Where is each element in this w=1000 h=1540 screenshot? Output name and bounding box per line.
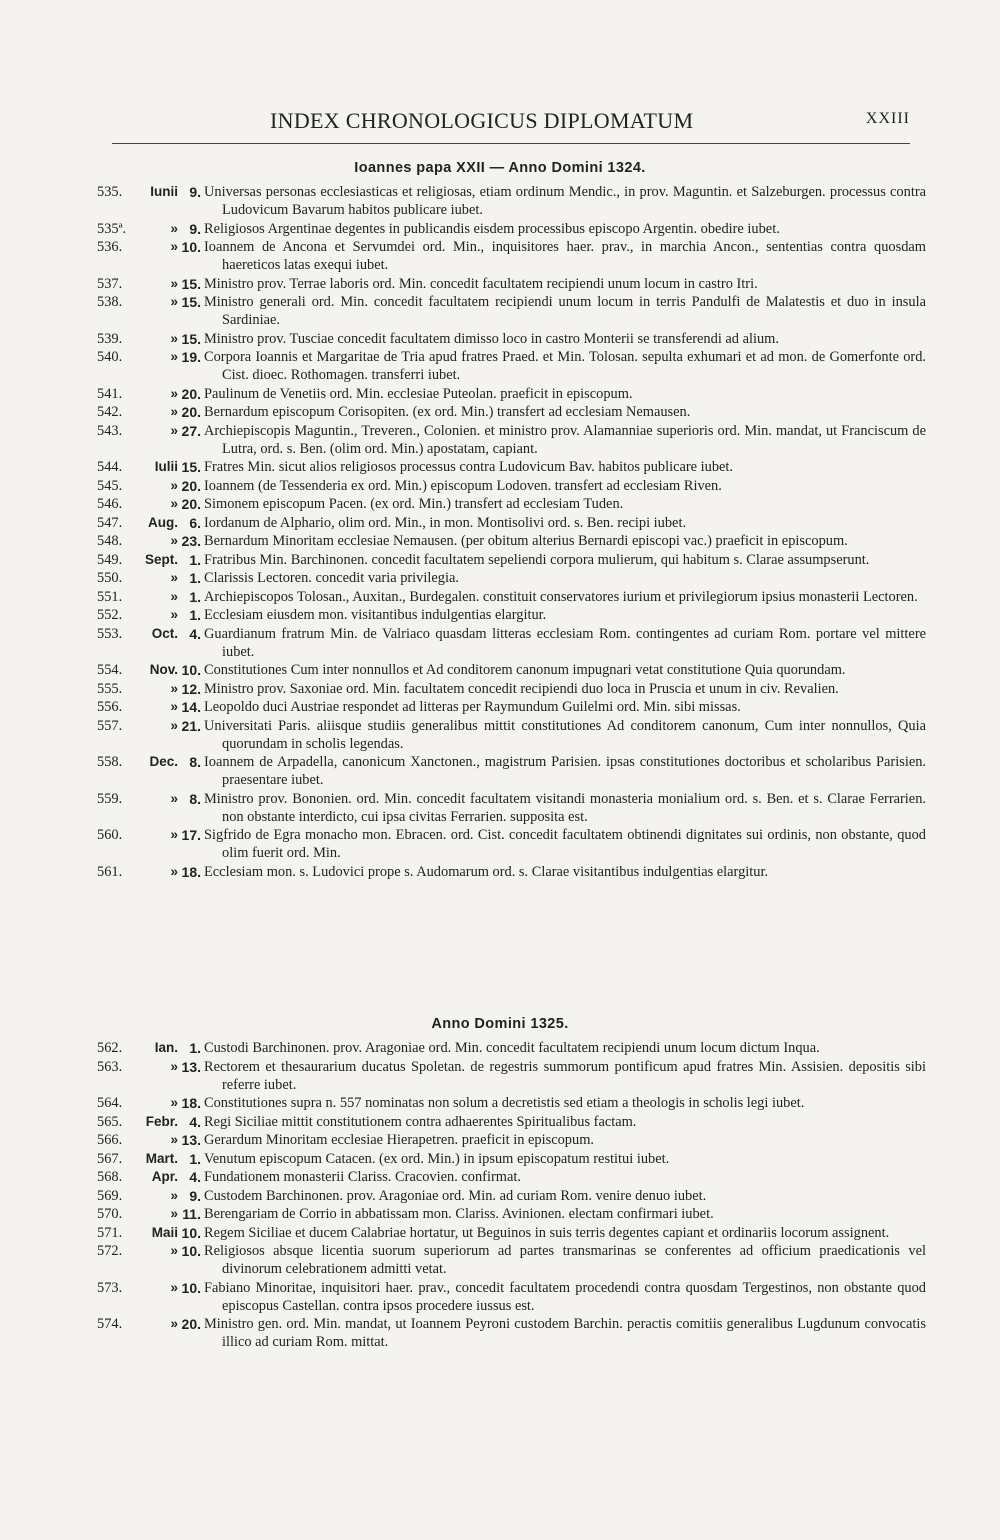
entry-number: 547. [97, 514, 123, 531]
index-entry [0, 625, 1000, 661]
entry-day: 9. [189, 1187, 201, 1204]
entry-number: 572. [97, 1243, 123, 1259]
entry-day: 10. [181, 1243, 201, 1259]
entry-month: » [170, 790, 178, 806]
entry-number: 561. [97, 863, 123, 880]
entry-text: Regi Siciliae mittit constitutionem contra adhaerentes Spiritualibus factam. [204, 1113, 637, 1130]
entry-number: 557. [97, 717, 123, 734]
index-entry [0, 863, 1000, 881]
entry-text: Gerardum Minoritam ecclesiae Hierapetren. praeficit in episcopum. [204, 1132, 594, 1148]
index-entry [0, 238, 1000, 274]
entry-month: Nov. [149, 662, 178, 677]
entry-text: Universas personas ecclesiasticas et religiosas, etiam ordinum Mendic., in prov. Maguntin. et Salzeburgen. processus contra Ludovicum Bavarum habitos publicare iubet. [204, 184, 926, 218]
entry-day: 1. [189, 1040, 201, 1056]
entry-number: 563. [97, 1058, 123, 1075]
entry-day: 4. [189, 625, 201, 642]
entry-day: 11. [182, 1206, 201, 1222]
entry-day: 8. [189, 790, 201, 807]
entry-day: 15. [181, 294, 201, 310]
entry-day: 20. [181, 404, 201, 420]
entry-text: Corpora Ioannis et Margaritae de Tria apud fratres Praed. et Min. Tolosan. sepulta exhumari et ad mon. de Gomerfonte ord. Cist. dioec. Rothomagen. transferri iubet. [204, 349, 926, 383]
index-entry [0, 532, 1000, 550]
entry-month: » [170, 294, 178, 309]
entry-text: Ioannem de Arpadella, canonicum Xanctonen., magistrum Parisien. ipsas constitutiones doctoribus et scholaribus Parisien. praesentare iubet. [204, 754, 926, 788]
entry-number: 560. [97, 827, 123, 843]
entry-day: 10. [181, 662, 201, 678]
entry-month: » [170, 220, 178, 236]
entry-month: » [170, 239, 178, 254]
entry-month: Apr. [151, 1169, 178, 1184]
entry-month: » [170, 1279, 178, 1295]
entry-text: Ioannem de Ancona et Servumdei ord. Min., inquisitores haer. prav., in marchia Ancon., sententias contra quosdam haereticos latas exequi iubet. [204, 239, 926, 273]
entry-number: 539. [97, 330, 123, 347]
index-entry [0, 275, 1000, 293]
entry-day: 1. [189, 1150, 201, 1167]
entry-text: Venutum episcopum Catacen. (ex ord. Min.) in ipsum episcopatum restitui iubet. [204, 1150, 670, 1167]
entry-number: 549. [97, 551, 123, 568]
index-entry [0, 422, 1000, 458]
entry-number: 553. [97, 625, 123, 642]
index-entry [0, 183, 1000, 219]
entry-day: 1. [189, 570, 201, 586]
entry-month: Dec. [149, 754, 178, 769]
entry-number: 559. [97, 790, 123, 807]
entry-number: 562. [97, 1040, 123, 1056]
entry-month: Iulii [154, 459, 178, 474]
index-entry [0, 588, 1000, 606]
index-entry [0, 458, 1000, 476]
index-entry [0, 826, 1000, 862]
entry-month: Febr. [145, 1113, 178, 1129]
entry-day: 20. [181, 477, 201, 494]
entry-day: 13. [181, 1058, 201, 1075]
entry-month: » [170, 533, 178, 548]
entry-text: Custodem Barchinonen. prov. Aragoniae ord. Min. ad curiam Rom. venire denuo iubet. [204, 1187, 707, 1204]
index-entry [0, 1094, 1000, 1112]
entry-day: 4. [189, 1113, 201, 1130]
entry-month: » [170, 496, 178, 511]
entry-number: 565. [97, 1113, 123, 1130]
entry-month: » [170, 349, 178, 364]
entry-day: 27. [181, 422, 201, 439]
entry-number: 558. [97, 754, 123, 770]
entry-day: 14. [181, 699, 201, 715]
index-entry [0, 753, 1000, 789]
entry-number: 570. [97, 1206, 123, 1222]
entry-text: Sigfrido de Egra monacho mon. Ebracen. ord. Cist. concedit facultatem obtinendi dignitates sui ordinis, non obstante, quod olim fuerit ord. Min. [204, 827, 926, 861]
section-heading-1325: Anno Domini 1325. [431, 1016, 569, 1032]
entry-month: Aug. [148, 514, 178, 530]
index-entry [0, 790, 1000, 826]
entry-number: 548. [97, 533, 123, 549]
entry-text: Archiepiscopis Maguntin., Treveren., Colonien. et ministro prov. Alamanniae superioris ord. Min. mandat, ut Franciscum de Lutra, ord. s. Ben. (olim ord. Min.) apostatam, capiant. [204, 422, 926, 457]
entry-text: Ioannem (de Tessenderia ex ord. Min.) episcopum Lodoven. transfert ad ecclesiam Riven. [204, 477, 722, 494]
entry-text: Fabiano Minoritae, inquisitori haer. prav., concedit facultatem procedendi contra quosdam Tergestinos, non obstante quod episcopus Castellan. contra ipsos procedere iussus est. [204, 1279, 926, 1314]
entry-number: 556. [97, 699, 123, 715]
entry-number: 542. [97, 404, 123, 420]
index-entry [0, 717, 1000, 753]
entry-month: Maii [151, 1224, 178, 1240]
entry-number: 545. [97, 477, 123, 494]
entry-day: 15. [181, 459, 201, 475]
entry-month: » [170, 1243, 178, 1258]
entry-day: 21. [181, 717, 201, 734]
entry-text: Ministro gen. ord. Min. mandat, ut Ioannem Peyroni custodem Barchin. peractis comitiis generalibus Lugdunum convocatis illico ad curiam Rom. mittat. [204, 1316, 926, 1350]
index-entry [0, 385, 1000, 403]
entry-month: » [170, 607, 178, 622]
entry-day: 23. [181, 533, 201, 549]
entry-text: Guardianum fratrum Min. de Valriaco quasdam litteras ecclesiam Rom. contingentes ad curiam Rom. portare vel mittere iubet. [204, 625, 926, 660]
entry-day: 20. [181, 496, 201, 512]
entry-day: 1. [189, 607, 201, 623]
entry-list-1324 [0, 183, 1000, 881]
entry-number: 543. [97, 422, 123, 439]
entry-text: Religiosos absque licentia suorum superiorum ad partes transmarinas se conferentes ad officium praedicationis vel divinorum celebrationem admitti vetat. [204, 1243, 926, 1277]
index-entry [0, 680, 1000, 698]
entry-month: » [170, 1316, 178, 1331]
entry-number: 540. [97, 349, 123, 365]
entry-day: 9. [189, 184, 201, 200]
entry-number: 573. [97, 1279, 123, 1296]
entry-text: Custodi Barchinonen. prov. Aragoniae ord. Min. concedit facultatem recipiendi unum locum dictum Inqua. [204, 1040, 820, 1056]
entry-month: » [170, 570, 178, 585]
entry-day: 13. [181, 1132, 201, 1148]
entry-day: 15. [181, 330, 201, 347]
index-entry [0, 698, 1000, 716]
entry-number: 535ª. [97, 220, 127, 237]
page-title: INDEX CHRONOLOGICUS DIPLOMATUM [270, 108, 694, 133]
entry-number: 552. [97, 607, 123, 623]
index-entry [0, 1315, 1000, 1351]
section-heading-1324: Ioannes papa XXII — Anno Domini 1324. [354, 160, 646, 176]
entry-month: Oct. [151, 625, 178, 641]
entry-number: 569. [97, 1187, 123, 1204]
entry-day: 10. [181, 1224, 201, 1241]
index-entry [0, 348, 1000, 384]
entry-month: » [170, 477, 178, 493]
entry-month: » [170, 827, 178, 842]
entry-number: 536. [97, 239, 123, 255]
entry-number: 546. [97, 496, 123, 512]
index-entry [0, 551, 1000, 569]
index-entry [0, 1039, 1000, 1057]
entry-day: 10. [181, 239, 201, 255]
entry-month: Ian. [154, 1040, 178, 1055]
entry-month: » [170, 717, 178, 733]
index-entry [0, 477, 1000, 495]
entry-text: Rectorem et thesaurarium ducatus Spoletan. de regestris summorum pontificum apud fratres Min. Assisien. depositis sibi referre iubet. [204, 1058, 926, 1093]
entry-day: 18. [181, 1095, 201, 1111]
entry-text: Bernardum Minoritam ecclesiae Nemausen. (per obitum alterius Bernardi episcopi vac.) praeficit in episcopum. [204, 533, 848, 549]
entry-month: » [170, 330, 178, 346]
entry-number: 554. [97, 662, 123, 678]
entry-number: 551. [97, 588, 123, 605]
entry-month: » [170, 680, 178, 696]
entry-text: Fratribus Min. Barchinonen. concedit facultatem sepeliendi corpora mulierum, qui habitum s. Clarae assumpserunt. [204, 551, 870, 568]
index-entry [0, 330, 1000, 348]
entry-number: 566. [97, 1132, 123, 1148]
index-entry [0, 1279, 1000, 1315]
entry-number: 571. [97, 1224, 123, 1241]
entry-text: Constitutiones Cum inter nonnullos et Ad conditorem canonum impugnari vetat constitutione Quia quorundam. [204, 662, 846, 678]
entry-text: Regem Siciliae et ducem Calabriae hortatur, ut Beguinos in suis terris degentes capiant et ordinariis locorum assignent. [204, 1224, 890, 1241]
entry-day: 20. [181, 385, 201, 402]
entry-text: Religiosos Argentinae degentes in publicandis eisdem processibus episcopo Argentin. obedire iubet. [204, 220, 780, 237]
entry-month: » [170, 422, 178, 438]
entry-day: 12. [181, 680, 201, 697]
index-entry [0, 495, 1000, 513]
entry-text: Ministro generali ord. Min. concedit facultatem recipiendi unum locum in terris Pandulfi de Malatestis et duo in insula Sardiniae. [204, 294, 926, 328]
entry-day: 15. [181, 275, 201, 292]
entry-text: Paulinum de Venetiis ord. Min. ecclesiae Puteolan. praeficit in episcopum. [204, 385, 633, 402]
entry-month: » [170, 1095, 178, 1110]
index-entry [0, 1113, 1000, 1131]
entry-number: 537. [97, 275, 123, 292]
entry-number: 544. [97, 459, 123, 475]
entry-number: 555. [97, 680, 123, 697]
entry-month: Mart. [145, 1150, 178, 1166]
entry-month: » [170, 863, 178, 879]
page-number: XXIII [865, 110, 910, 127]
entry-day: 10. [181, 1279, 201, 1296]
entry-number: 538. [97, 294, 123, 310]
header-rule [112, 143, 910, 144]
entry-text: Ministro prov. Bononien. ord. Min. concedit facultatem visitandi monasteria monialium ord. s. Ben. et s. Clarae Ferrarien. non obstante interdicto, cui ipsa civitas Ferrarien. supposita est. [204, 790, 926, 825]
entry-day: 17. [181, 827, 201, 843]
entry-month: » [170, 588, 178, 604]
entry-month: » [170, 1058, 178, 1074]
entry-month: Iunii [150, 184, 178, 199]
entry-text: Archiepiscopos Tolosan., Auxitan., Burdegalen. constituit conservatores iurium et privilegiorum ipsius monasterii Lectoren. [204, 588, 918, 605]
index-entry [0, 569, 1000, 587]
index-entry [0, 661, 1000, 679]
entry-text: Berengariam de Corrio in abbatissam mon. Clariss. Avinionen. electam confirmari iubet. [204, 1206, 714, 1222]
index-entry [0, 1242, 1000, 1278]
index-entry [0, 403, 1000, 421]
entry-month: » [170, 1132, 178, 1147]
entry-number: 535. [97, 184, 123, 200]
entry-text: Simonem episcopum Pacen. (ex ord. Min.) transfert ad ecclesiam Tuden. [204, 496, 624, 512]
entry-month: » [170, 1187, 178, 1203]
index-entry [0, 220, 1000, 238]
entry-text: Iordanum de Alphario, olim ord. Min., in mon. Montisolivi ord. s. Ben. recipi iubet. [204, 514, 687, 531]
entry-text: Ecclesiam eiusdem mon. visitantibus indulgentias elargitur. [204, 607, 547, 623]
entry-number: 541. [97, 385, 123, 402]
entry-day: 9. [189, 220, 201, 237]
entry-text: Constitutiones supra n. 557 nominatas non solum a decretistis sed etiam a theologis in scholis legi iubet. [204, 1095, 805, 1111]
entry-text: Clarissis Lectoren. concedit varia privilegia. [204, 570, 459, 586]
entry-text: Leopoldo duci Austriae respondet ad litteras per Raymundum Guilelmi ord. Min. sibi missas. [204, 699, 741, 715]
entry-day: 6. [189, 514, 201, 531]
entry-month: » [170, 404, 178, 419]
index-entry [0, 1224, 1000, 1242]
entry-text: Fundationem monasterii Clariss. Cracovien. confirmat. [204, 1169, 521, 1185]
entry-text: Bernardum episcopum Corisopiten. (ex ord. Min.) transfert ad ecclesiam Nemausen. [204, 404, 691, 420]
index-entry [0, 1205, 1000, 1223]
entry-number: 567. [97, 1150, 123, 1167]
entry-number: 564. [97, 1095, 123, 1111]
entry-month: » [170, 275, 178, 291]
entry-month: » [170, 385, 178, 401]
entry-day: 1. [189, 551, 201, 568]
index-entry [0, 293, 1000, 329]
entry-text: Ecclesiam mon. s. Ludovici prope s. Audomarum ord. s. Clarae visitantibus indulgentias elargitur. [204, 863, 769, 880]
entry-number: 550. [97, 570, 123, 586]
entry-day: 19. [181, 349, 201, 365]
index-entry [0, 1058, 1000, 1094]
entry-list-1325 [0, 1039, 1000, 1352]
entry-day: 18. [181, 863, 201, 880]
entry-month: » [170, 1206, 178, 1221]
index-entry [0, 1168, 1000, 1186]
entry-day: 20. [181, 1316, 201, 1332]
entry-month: Sept. [144, 551, 178, 567]
entry-text: Fratres Min. sicut alios religiosos processus contra Ludovicum Bav. habitos publicare iubet. [204, 459, 734, 475]
entry-number: 568. [97, 1169, 123, 1185]
index-entry [0, 1150, 1000, 1168]
index-entry [0, 606, 1000, 624]
entry-day: 4. [189, 1169, 201, 1185]
entry-day: 8. [189, 754, 201, 770]
entry-text: Universitati Paris. aliisque studiis generalibus mittit constitutiones Ad conditorem canonum, Cum inter nonnullos, Quia quorundam in scholis legendas. [204, 717, 926, 752]
entry-text: Ministro prov. Saxoniae ord. Min. facultatem concedit recipiendi duo loca in Pruscia et unum in civ. Revalien. [204, 680, 839, 697]
entry-text: Ministro prov. Tusciae concedit facultatem dimisso loco in castro Monterii se transferendi ad alium. [204, 330, 779, 347]
index-entry [0, 514, 1000, 532]
index-entry [0, 1131, 1000, 1149]
entry-number: 574. [97, 1316, 123, 1332]
entry-text: Ministro prov. Terrae laboris ord. Min. concedit facultatem recipiendi unum locum in castro Itri. [204, 275, 758, 292]
entry-day: 1. [189, 588, 201, 605]
index-entry [0, 1187, 1000, 1205]
entry-month: » [170, 699, 178, 714]
